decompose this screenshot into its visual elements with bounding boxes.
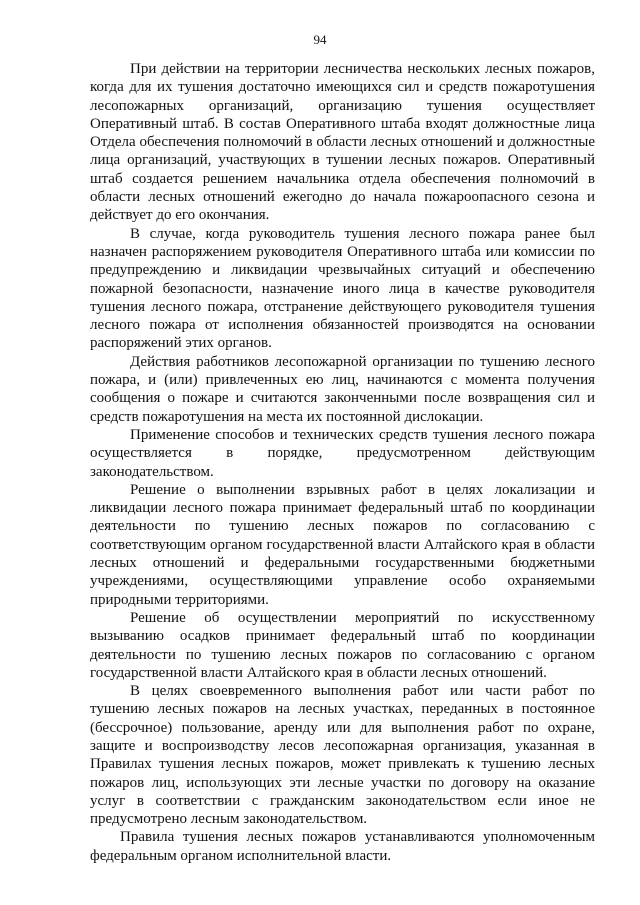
paragraph-firefighting-actions: Действия работников лесопожарной организации по тушению лесного пожара, и (или) привлеченных ею лиц, начинаются с момента получения сообщения о пожаре и считаются законченными после возвращения сил и средств пожаротушения на места их постоянной дислокации.	[90, 353, 595, 425]
paragraph-blasting-works: Решение о выполнении взрывных работ в целях локализации и ликвидации лесного пожара принимает федеральный штаб по координации деятельности по тушению лесных пожаров по согласованию с соответствующим органом государственной власти Алтайского края в области лесных отношений и федеральными государственными бюджетными учреждениями, осуществляющими управление особо охраняемыми природными территориями.	[90, 481, 595, 608]
paragraph-firefighting-rules: Правила тушения лесных пожаров устанавливаются уполномоченным федеральным органом исполнительной власти.	[90, 829, 595, 864]
body-text	[90, 60, 595, 865]
paragraph-timely-work-execution: В целях своевременного выполнения работ или части работ по тушению лесных пожаров на лесных участках, переданных в постоянное (бессрочное) пользование, аренду или для выполнения работ по охране, защите и воспроизводству лесов лесопожарная организация, указанная в Правилах тушения лесных пожаров, может привлекать к тушению лесных пожаров лиц, использующих эти лесные участки по договору на оказание услуг в соответствии с гражданским законодательством если иное не предусмотрено лесным законодательством.	[90, 683, 595, 828]
paragraph-methods-and-means: Применение способов и технических средств тушения лесного пожара осуществляется в порядке, предусмотренном действующим законодательством.	[90, 426, 595, 480]
paragraph-artificial-precipitation: Решение об осуществлении мероприятий по искусственному вызыванию осадков принимает федеральный штаб по координации деятельности по тушению лесных пожаров по согласованию с органом государственной власти Алтайского края в области лесных отношений.	[90, 609, 595, 681]
page-number: 94	[313, 32, 327, 47]
paragraph-fire-manager-appointment: В случае, когда руководитель тушения лесного пожара ранее был назначен распоряжением руководителя Оперативного штаба или комиссии по предупреждению и ликвидации чрезвычайных ситуаций и обеспечению пожарной безопасности, назначение иного лица в качестве руководителя тушения лесного пожара, отстранение действующего руководителя тушения лесного пожара от исполнения обязанностей производятся на основании распоряжений этих органов.	[90, 225, 595, 352]
paragraph-operational-headquarters: При действии на территории лесничества нескольких лесных пожаров, когда для их тушения достаточно имеющихся сил и средств пожаротушения лесопожарных организаций, организацию тушения осуществляет Оперативный штаб. В состав Оперативного штаба входят должностные лица Отдела обеспечения полномочий в области лесных отношений и должностные лица организаций, участвующих в тушении лесных пожаров. Оперативный штаб создается решением начальника отдела обеспечения полномочий в области лесных отношений ежегодно до начала пожароопасного сезона и действует до его окончания.	[90, 61, 595, 224]
